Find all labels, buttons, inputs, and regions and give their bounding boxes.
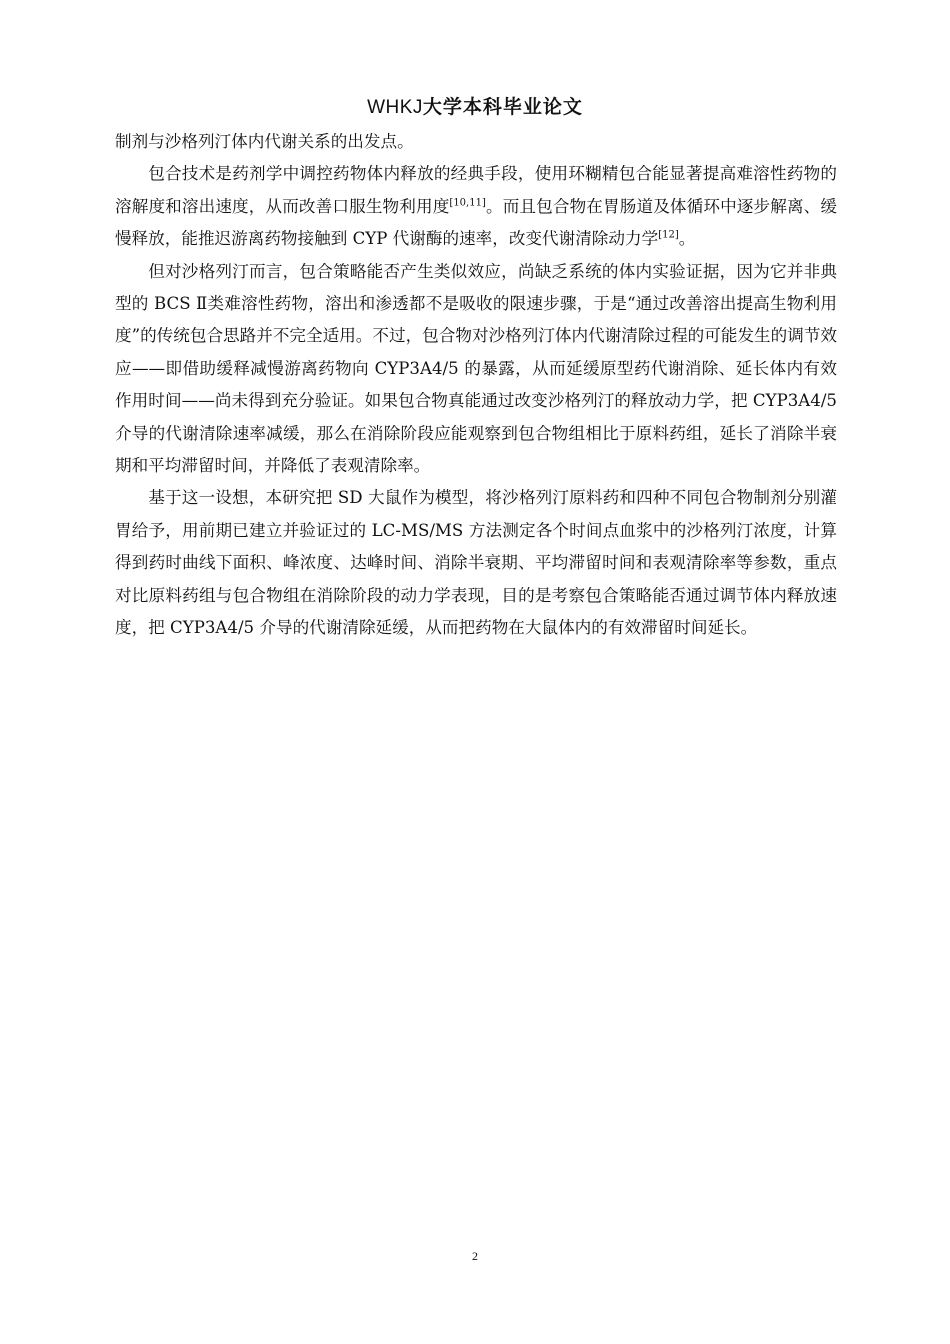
header-latin-text: WHKJ [367, 97, 423, 118]
paragraph-continuation [115, 126, 837, 158]
page-number: 2 [472, 1249, 478, 1263]
paragraph-text: 基于这一设想，本研究把 SD 大鼠作为模型，将沙格列汀原料药和四种不同包合物制剂分别灌胃给予，用前期已建立并验证过的 LC-MS/MS 方法测定各个时间点血浆中的沙格列汀浓度，计算得到药时曲线下面积、峰浓度、达峰时间、消除半衰期、平均滞留时间和表观清除率等参数，重点对比原料药组与包合物组在消除阶段的动力学表现，目的是考察包合策略能否通过调节体内释放速度，把 CYP3A4/5 介导的代谢清除延缓，从而把药物在大鼠体内的有效滞留时间延长。 [115, 488, 837, 638]
paragraph-text: 但对沙格列汀而言，包合策略能否产生类似效应，尚缺乏系统的体内实验证据，因为它并非典型的 BCS Ⅱ类难溶性药物，溶出和渗透都不是吸收的限速步骤，于是“通过改善溶出提高生物利用度”的传统包合思路并不完全适用。不过，包合物对沙格列汀体内代谢清除过程的可能发生的调节效应——即借助缓释减慢游离药物向 CYP3A4/5 的暴露，从而延缓原型药代谢消除、延长体内有效作用时间——尚未得到充分验证。如果包合物真能通过改变沙格列汀的释放动力学，把 CYP3A4/5 介导的代谢清除速率减缓，那么在消除阶段应能观察到包合物组相比于原料药组，延长了消除半衰期和平均滞留时间，并降低了表观清除率。 [115, 261, 838, 476]
paragraph-study-design [115, 482, 837, 644]
running-header [0, 94, 950, 121]
paragraph-text: 。而且包合物在胃肠道及体循环中逐步解离、缓慢释放，能推迟游离药物接触到 CYP 代谢酶的速率，改变代谢清除动力学 [115, 196, 838, 249]
citation-superscript: [10,11] [449, 197, 486, 209]
header-title-text: 大学本科毕业论文 [422, 96, 583, 118]
paragraph-text: 。 [678, 229, 696, 249]
citation-superscript: [12] [658, 229, 679, 241]
paragraph-text: 制剂与沙格列汀体内代谢关系的出发点。 [115, 132, 414, 151]
paragraph-saxagliptin-hypothesis [115, 256, 837, 483]
paragraph-inclusion-technique [115, 158, 837, 255]
paragraph-text: 包合技术是药剂学中调控药物体内释放的经典手段，使用环糊精包合能显著提高难溶性药物的溶解度和溶出速度，从而改善口服生物利用度 [115, 164, 837, 216]
body-text [115, 126, 837, 645]
